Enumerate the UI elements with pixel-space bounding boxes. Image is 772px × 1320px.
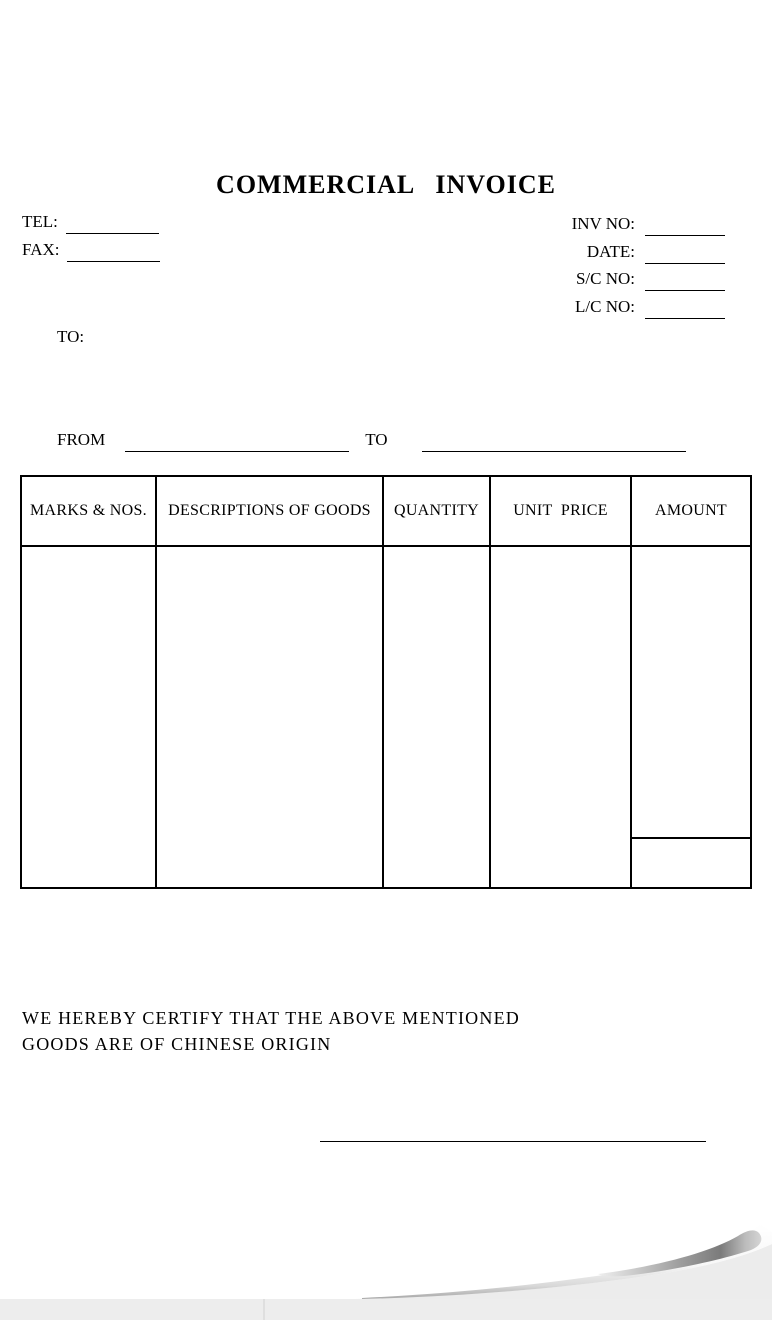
sc-no-label: S/C NO: bbox=[575, 269, 635, 288]
col-header-amount: AMOUNT bbox=[631, 476, 751, 546]
invoice-title: COMMERCIAL INVOICE bbox=[216, 170, 556, 199]
shipment-route-row bbox=[57, 428, 686, 450]
tel-field bbox=[22, 210, 159, 232]
cell-total-amount bbox=[631, 838, 751, 888]
date-label: DATE: bbox=[586, 242, 635, 261]
lc-no-field bbox=[480, 295, 725, 317]
cell-unit-price bbox=[490, 546, 631, 888]
signature-line bbox=[320, 1141, 706, 1156]
certification-statement bbox=[22, 1005, 520, 1057]
consignee-to-label: TO: bbox=[57, 327, 85, 346]
inv-no-label: INV NO: bbox=[571, 214, 635, 233]
col-header-descriptions: DESCRIPTIONS OF GOODS bbox=[156, 476, 383, 546]
cell-descriptions bbox=[156, 546, 383, 888]
fax-field bbox=[22, 238, 160, 260]
page-curl[interactable] bbox=[0, 1180, 772, 1320]
goods-table-body-row bbox=[21, 546, 751, 838]
cell-quantity bbox=[383, 546, 490, 888]
certification-line-2: GOODS ARE OF CHINESE ORIGIN bbox=[22, 1034, 332, 1054]
sc-no-fill-line bbox=[645, 270, 725, 291]
col-header-quantity: QUANTITY bbox=[383, 476, 490, 546]
date-field bbox=[480, 240, 725, 262]
inv-no-fill-line bbox=[645, 215, 725, 236]
date-fill-line bbox=[645, 243, 725, 264]
cell-amount bbox=[631, 546, 751, 838]
from-label: FROM bbox=[57, 430, 106, 449]
ship-to-fill-line bbox=[422, 431, 686, 452]
goods-table bbox=[20, 475, 752, 889]
col-header-marks-nos: MARKS & NOS. bbox=[21, 476, 156, 546]
lc-no-label: L/C NO: bbox=[575, 297, 635, 316]
route-to-label: TO bbox=[365, 430, 388, 449]
cell-marks-nos bbox=[21, 546, 156, 888]
fax-fill-line bbox=[67, 241, 160, 262]
certification-line-1: WE HEREBY CERTIFY THAT THE ABOVE MENTIONED bbox=[22, 1008, 520, 1028]
goods-table-header-row bbox=[21, 476, 751, 546]
tel-label: TEL: bbox=[22, 212, 58, 231]
lc-no-fill-line bbox=[645, 298, 725, 319]
tel-fill-line bbox=[66, 213, 159, 234]
inv-no-field bbox=[480, 212, 725, 234]
sc-no-field bbox=[480, 267, 725, 289]
from-fill-line bbox=[125, 431, 349, 452]
fax-label: FAX: bbox=[22, 240, 60, 259]
col-header-unit-price: UNIT PRICE bbox=[490, 476, 631, 546]
